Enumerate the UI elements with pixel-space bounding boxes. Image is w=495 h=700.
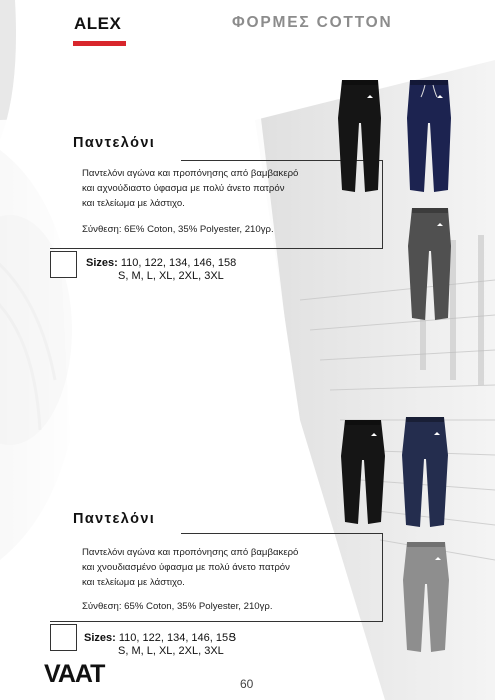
pants-image-grey bbox=[398, 540, 454, 658]
pants-image-grey bbox=[405, 206, 455, 326]
collection-title: ΦΟΡΜΕΣ COTTON bbox=[232, 14, 393, 31]
product-1-description-line: Παντελόνι αγώνα και προπόνησης από βαμβακερό bbox=[82, 168, 299, 179]
product-2-description-line: και χνουδιασμένο ύφασμα με πολύ άνετο πατρόν bbox=[82, 562, 290, 573]
sizes-adults: S, M, L, XL, 2XL, 3XL bbox=[118, 644, 224, 657]
pants-image-navy bbox=[398, 415, 452, 533]
pants-image-black bbox=[335, 78, 385, 198]
product-2-title: Παντελόνι bbox=[73, 511, 156, 527]
product-1-sizes bbox=[86, 257, 236, 282]
pants-image-navy bbox=[403, 78, 455, 198]
product-1-description-line: και αχνούδιαστο ύφασμα με πολύ άνετο πατρόν bbox=[82, 183, 285, 194]
sizes-label: Sizes: bbox=[84, 632, 116, 644]
sizes-adults: S, M, L, XL, 2XL, 3XL bbox=[118, 269, 224, 282]
sizes-kids: 110, 122, 134, 146, 15Ց bbox=[115, 632, 237, 644]
product-1-checkbox[interactable] bbox=[50, 251, 77, 278]
product-1-title: Παντελόνι bbox=[73, 135, 156, 151]
pants-image-black bbox=[337, 418, 389, 530]
product-2-description-line: και τελείωμα με λάστιχο. bbox=[82, 577, 185, 588]
product-1-description-line: και τελείωμα με λάστιχο. bbox=[82, 198, 185, 209]
sizes-label: Sizes: bbox=[86, 257, 118, 269]
product-2-composition: Σύνθεση: 65% Coton, 35% Polyester, 210γρ. bbox=[82, 601, 273, 612]
vaat-logo bbox=[44, 660, 126, 686]
brand-title: ALEX bbox=[74, 14, 122, 33]
product-2-description-line: Παντελόνι αγώνα και προπόνησης από βαμβακερό bbox=[82, 547, 299, 558]
product-2-checkbox[interactable] bbox=[50, 624, 77, 651]
product-1-composition: Σύνθεση: 6Ε% Coton, 35% Polyester, 210γρ. bbox=[82, 224, 274, 235]
page-number: 60 bbox=[240, 677, 254, 691]
sizes-kids: 110, 122, 134, 146, 158 bbox=[117, 257, 237, 269]
product-2-sizes bbox=[84, 632, 236, 657]
brand-accent-bar bbox=[73, 41, 126, 46]
logo-text: VAAT bbox=[44, 660, 105, 686]
